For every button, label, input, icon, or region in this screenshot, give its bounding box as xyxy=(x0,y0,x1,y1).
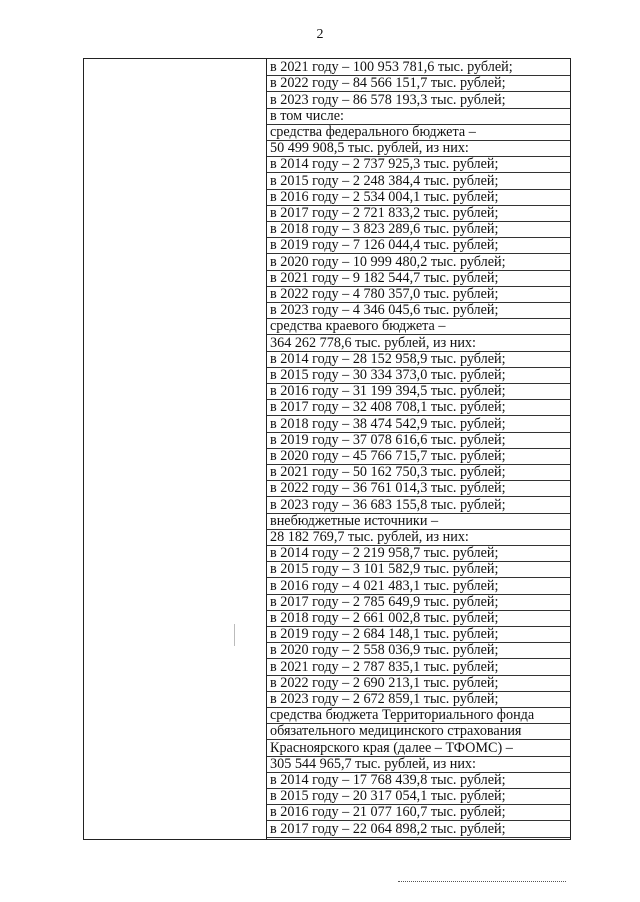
line-text: в 2021 году – 100 953 781,6 тыс. рублей; xyxy=(270,59,513,76)
line-text: в 2022 году – 36 761 014,3 тыс. рублей; xyxy=(270,480,506,497)
line-text: в 2017 году – 32 408 708,1 тыс. рублей; xyxy=(270,399,506,416)
line-text: в 2023 году – 2 672 859,1 тыс. рублей; xyxy=(270,690,499,707)
line-text: в 2022 году – 2 690 213,1 тыс. рублей; xyxy=(270,674,499,691)
table-line xyxy=(267,221,570,238)
table-line xyxy=(267,610,570,627)
line-text: в том числе: xyxy=(270,107,344,124)
line-text: в 2021 году – 9 182 544,7 тыс. рублей; xyxy=(270,269,499,286)
table-line xyxy=(267,545,570,562)
table-line xyxy=(267,658,570,675)
line-text: в 2015 году – 3 101 582,9 тыс. рублей; xyxy=(270,561,499,578)
table-line xyxy=(267,675,570,692)
footer-signature-line xyxy=(398,881,566,882)
table-line xyxy=(267,189,570,206)
line-text: в 2016 году – 2 534 004,1 тыс. рублей; xyxy=(270,188,499,205)
line-text: в 2014 году – 2 737 925,3 тыс. рублей; xyxy=(270,156,499,173)
table-value-cell xyxy=(267,59,570,839)
line-text: средства федерального бюджета – xyxy=(270,123,476,140)
line-text: в 2016 году – 4 021 483,1 тыс. рублей; xyxy=(270,577,499,594)
table-line xyxy=(267,626,570,643)
table-line xyxy=(267,756,570,773)
line-text: в 2014 году – 28 152 958,9 тыс. рублей; xyxy=(270,350,506,367)
table-line xyxy=(267,334,570,351)
line-text: в 2017 году – 22 064 898,2 тыс. рублей; xyxy=(270,820,506,837)
table-line xyxy=(267,642,570,659)
scan-artifact xyxy=(234,624,235,646)
table-line xyxy=(267,399,570,416)
table-line xyxy=(267,464,570,481)
line-text: в 2020 году – 45 766 715,7 тыс. рублей; xyxy=(270,447,506,464)
line-text: средства бюджета Территориального фонда xyxy=(270,707,535,724)
line-text: в 2014 году – 17 768 439,8 тыс. рублей; xyxy=(270,771,506,788)
line-text: в 2018 году – 2 661 002,8 тыс. рублей; xyxy=(270,609,499,626)
table-line xyxy=(267,691,570,708)
line-text: в 2021 году – 2 787 835,1 тыс. рублей; xyxy=(270,658,499,675)
table-line xyxy=(267,739,570,756)
table-line xyxy=(267,108,570,125)
table-line xyxy=(267,205,570,222)
line-text: в 2014 году – 2 219 958,7 тыс. рублей; xyxy=(270,545,499,562)
table-line xyxy=(267,91,570,108)
table-line xyxy=(267,594,570,611)
line-text: в 2015 году – 20 317 054,1 тыс. рублей; xyxy=(270,788,506,805)
table-line xyxy=(267,513,570,530)
line-text: в 2019 году – 2 684 148,1 тыс. рублей; xyxy=(270,626,499,643)
line-text: в 2023 году – 86 578 193,3 тыс. рублей; xyxy=(270,91,506,108)
table-line xyxy=(267,432,570,449)
table-line xyxy=(267,561,570,578)
line-text: в 2018 году – 3 823 289,6 тыс. рублей; xyxy=(270,221,499,238)
line-text: в 2016 году – 31 199 394,5 тыс. рублей; xyxy=(270,383,506,400)
table-line xyxy=(267,448,570,465)
table-line xyxy=(267,820,570,837)
table-line xyxy=(267,772,570,789)
table-line xyxy=(267,75,570,92)
line-text: в 2018 году – 38 474 542,9 тыс. рублей; xyxy=(270,415,506,432)
table-line xyxy=(267,577,570,594)
table-line xyxy=(267,496,570,513)
table-line xyxy=(267,367,570,384)
table-line xyxy=(267,302,570,319)
table-line xyxy=(267,270,570,287)
table-line xyxy=(267,529,570,546)
page-number: 2 xyxy=(316,27,324,42)
line-text: в 2017 году – 2 721 833,2 тыс. рублей; xyxy=(270,204,499,221)
table-line xyxy=(267,804,570,821)
line-text: обязательного медицинского страхования xyxy=(270,723,522,740)
table-line xyxy=(267,707,570,724)
line-text: внебюджетные источники – xyxy=(270,512,439,529)
table-line xyxy=(267,172,570,189)
line-text: в 2020 году – 2 558 036,9 тыс. рублей; xyxy=(270,642,499,659)
table-line xyxy=(267,156,570,173)
line-text: в 2023 году – 4 346 045,6 тыс. рублей; xyxy=(270,302,499,319)
line-text: в 2021 году – 50 162 750,3 тыс. рублей; xyxy=(270,464,506,481)
line-text: в 2019 году – 7 126 044,4 тыс. рублей; xyxy=(270,237,499,254)
line-text: в 2022 году – 4 780 357,0 тыс. рублей; xyxy=(270,285,499,302)
line-text: Красноярского края (далее – ТФОМС) – xyxy=(270,739,513,756)
table-line xyxy=(267,286,570,303)
table-line xyxy=(267,383,570,400)
line-text: в 2023 году – 36 683 155,8 тыс. рублей; xyxy=(270,496,506,513)
table-line xyxy=(267,788,570,805)
table-line xyxy=(267,723,570,740)
table-line xyxy=(267,318,570,335)
table-line xyxy=(267,124,570,141)
line-text: 50 499 908,5 тыс. рублей, из них: xyxy=(270,140,469,157)
line-text: в 2022 году – 84 566 151,7 тыс. рублей; xyxy=(270,75,506,92)
table-line xyxy=(267,415,570,432)
line-text: в 2015 году – 2 248 384,4 тыс. рублей; xyxy=(270,172,499,189)
table-line xyxy=(267,253,570,270)
line-text: средства краевого бюджета – xyxy=(270,318,446,335)
line-text: 364 262 778,6 тыс. рублей, из них: xyxy=(270,334,476,351)
table-line xyxy=(267,59,570,76)
table-line xyxy=(267,351,570,368)
line-text: в 2019 году – 37 078 616,6 тыс. рублей; xyxy=(270,431,506,448)
line-text: 28 182 769,7 тыс. рублей, из них: xyxy=(270,528,469,545)
line-text: в 2017 году – 2 785 649,9 тыс. рублей; xyxy=(270,593,499,610)
table-label-cell xyxy=(84,59,267,839)
table-line xyxy=(267,237,570,254)
line-text: в 2015 году – 30 334 373,0 тыс. рублей; xyxy=(270,366,506,383)
line-text: в 2020 году – 10 999 480,2 тыс. рублей; xyxy=(270,253,506,270)
funding-table xyxy=(83,58,571,840)
table-line xyxy=(267,480,570,497)
line-text: в 2016 году – 21 077 160,7 тыс. рублей; xyxy=(270,804,506,821)
table-line xyxy=(267,140,570,157)
line-text: 305 544 965,7 тыс. рублей, из них: xyxy=(270,755,476,772)
